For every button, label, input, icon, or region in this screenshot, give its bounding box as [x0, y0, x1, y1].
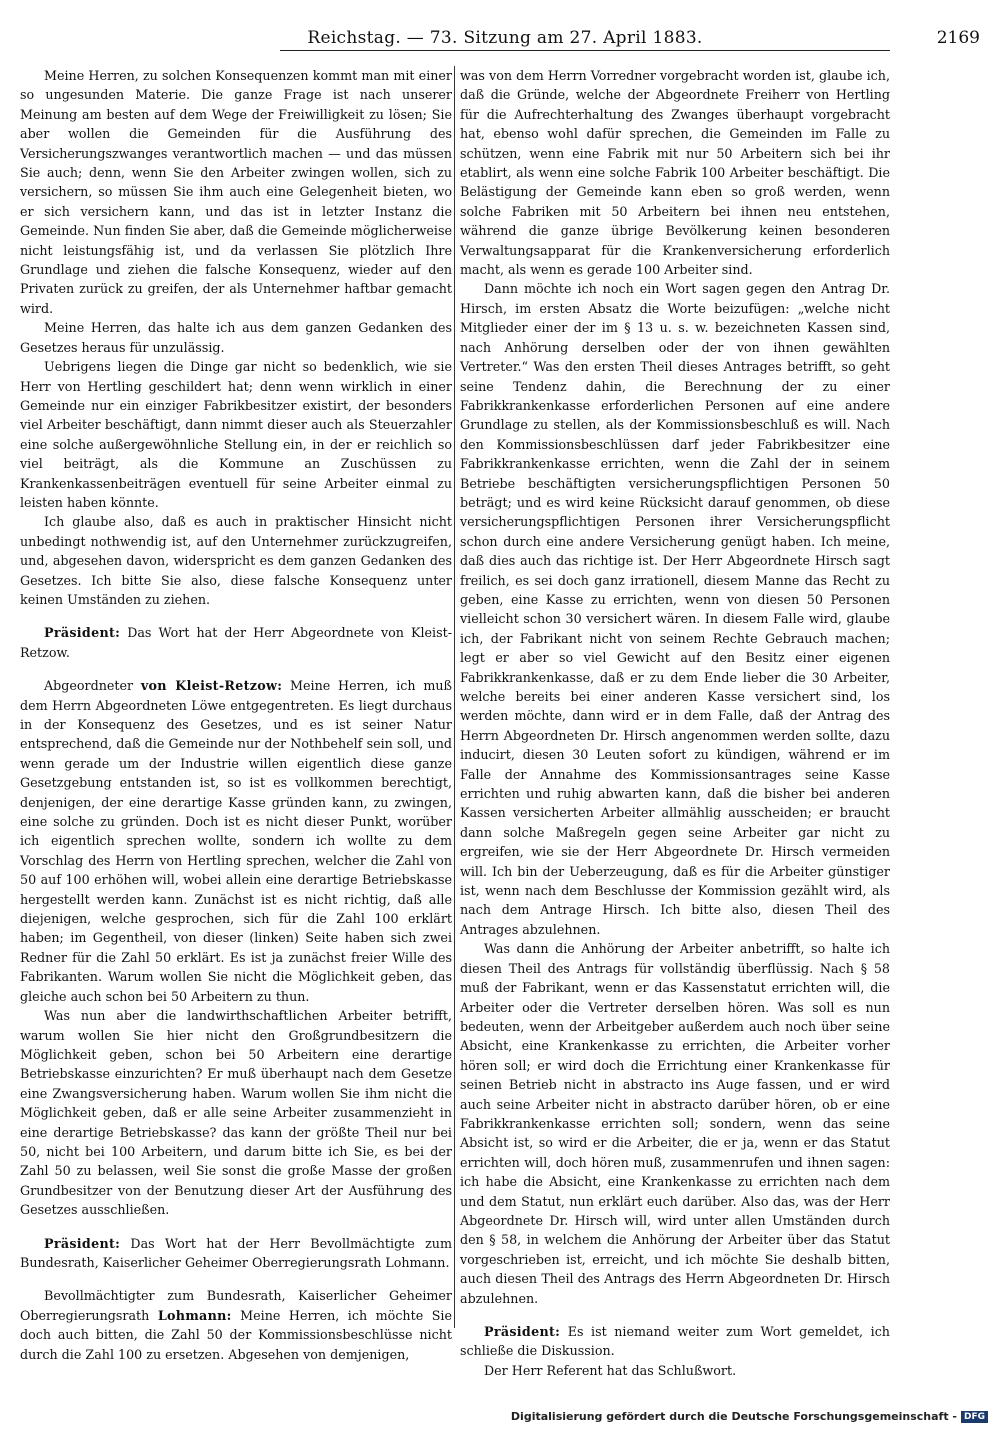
page-header [30, 28, 980, 54]
speech-text: Das Wort hat der Herr Abgeordnete von Kleist-Retzow. [20, 625, 452, 660]
paragraph: Der Herr Referent hat das Schlußwort. [484, 1362, 737, 1378]
speech-text: Meine Herren, ich muß dem Herrn Abgeordneten Löwe entgegentreten. Es liegt durchaus in der Konsequenz des Gesetzes, und es ist seiner Natur entsprechend, daß die Gemeinde nur der Nothbehelf sein soll, und wenn gerade um der Industrie willen eigentlich diese ganze Gesetzgebung entstanden ist, so ist es vollkommen berechtigt, denjenigen, der eine derartige Kasse gründen kann, zu zwingen, eine solche zu gründen. Doch ist es nicht dieser Punkt, worüber ich eigentlich sprechen wollte, sondern ich wollte zu dem Vorschlag des Herrn von Hertling sprechen, welcher die Zahl von 50 auf 100 erhöhen will, wobei allein eine derartige Betriebskasse hergestellt werden kann. Zunächst ist es nicht richtig, daß alle diejenigen, welche gesprochen, sich für die Zahl 100 erklärt haben; im Gegentheil, von dieser (linken) Seite haben sich zwei Redner für die Zahl 50 erklärt. Es ist ja zunächst freier Wille des Fabrikanten. Warum wollen Sie nicht die Möglichkeit geben, das gleiche auch schon bei 50 Arbeitern zu thun. [20, 678, 452, 1004]
right-column [460, 66, 890, 1380]
speech-president [20, 623, 452, 662]
speech-text: Meine Herren, ich möchte Sie doch auch bitten, die Zahl 50 der Kommissionsbeschlüsse nicht durch die Zahl 100 zu ersetzen. Abgesehen von demjenigen, [20, 1307, 452, 1362]
dfg-logo: DFG [961, 1411, 988, 1423]
speaker-title: Abgeordneter [44, 678, 134, 694]
paragraph: Was dann die Anhörung der Arbeiter anbetrifft, so halte ich diesen Theil des Antrags für vollständig überflüssig. Nach § 58 muß der Fabrikant, wenn er das Kassenstatut errichten will, die Arbeiter oder die Vertreter derselben hören. Was soll es nun bedeuten, wenn der Arbeitgeber außerdem auch noch über seine Absicht, eine Krankenkasse zu errichten, die Arbeiter vorher hören soll; er wird doch die Errichtung einer Krankenkasse für seinen Betrieb nicht in abstracto ins Auge fassen, und er wird auch seine Arbeiter nicht in abstracto darüber hören, ob er eine Fabrikkrankenkasse errichten soll; sondern, wenn das seine Absicht ist, so wird er die Arbeiter, die er ja, wenn er das Statut errichten will, doch hören muß, zusammenrufen und ihnen sagen: ich habe die Absicht, eine Krankenkasse zu errichten nach dem und dem Statut, nun erklärt euch darüber. Also das, was der Herr Abgeordnete Dr. Hirsch will, wird unter allen Umständen durch den § 58, in welchem die Anhörung der Arbeiter über das Statut vorgeschrieben ist, erreicht, und ich möchte Sie deshalb bitten, auch diesen Theil des Antrags des Herrn Abgeordneten Dr. Hirsch abzulehnen. [460, 941, 890, 1306]
column-divider [454, 66, 455, 1328]
paragraph: Meine Herren, zu solchen Konsequenzen kommt man mit einer so ungesunden Materie. Die ganze Frage ist nach unserer Meinung am besten auf dem Wege der Freiwilligkeit zu lösen; Sie aber wollen die Gemeinden für die Ausführung des Versicherungszwanges verantwortlich machen — und das müssen Sie auch; denn, wenn Sie den Arbeiter zwingen wollen, sich zu versichern, so müssen Sie ihm auch eine Gelegenheit bieten, wo er sich versichern kann, und das ist in letzter Instanz die Gemeinde. Nun finden Sie aber, daß die Gemeinde möglicherweise nicht leistungsfähig ist, und da verlassen Sie plötzlich Ihre Grundlage und ziehen die falsche Konsequenz, wieder auf den Privaten zurück zu greifen, der als Unternehmer haftbar gemacht wird. [20, 68, 452, 316]
speech-text: Es ist niemand weiter zum Wort gemeldet, ich schließe die Diskussion. [460, 1324, 890, 1359]
speaker-name: von Kleist-Retzow: [140, 678, 283, 694]
speaker-name: Präsident: [484, 1324, 561, 1339]
paragraph: Ich glaube also, daß es auch in praktischer Hinsicht nicht unbedingt nothwendig ist, auf den Unternehmer zurückzugreifen, und, abgesehen davon, widerspricht es dem ganzen Gedanken des Gesetzes. Ich bitte Sie also, diese falsche Konsequenz unter keinen Umständen zu ziehen. [20, 514, 452, 607]
paragraph: was von dem Herrn Vorredner vorgebracht worden ist, glaube ich, daß die Gründe, welche der Abgeordnete Freiherr von Hertling für die Aufrechterhaltung des Zwanges überhaupt vorgebracht hat, ebenso wohl dafür sprechen, die Gemeinden im Falle zu schützen, wenn eine Fabrik mit nur 50 Arbeitern sich bei ihr etablirt, als wenn eine solche Fabrik 100 Arbeiter beschäftigt. Die Belästigung der Gemeinde kann eben so groß werden, wenn solche Fabriken mit 50 Arbeitern bei ihnen neu entstehen, während die ganze übrige Bevölkerung keinen besonderen Verwaltungsapparat für die Krankenversicherung erforderlich macht, als wenn es gerade 100 Arbeiter sind. [460, 68, 890, 278]
page-number: 2169 [936, 28, 980, 48]
speech-lohmann [20, 1286, 452, 1364]
credit-text: Digitalisierung gefördert durch die Deutsche Forschungsgemeinschaft - [510, 1410, 957, 1423]
speaker-name: Lohmann: [157, 1307, 232, 1323]
speaker-name: Präsident: [44, 625, 121, 641]
speech-kleist-retzow [20, 676, 452, 1006]
paragraph: Was nun aber die landwirthschaftlichen Arbeiter betrifft, warum wollen Sie hier nicht den Großgrundbesitzern die Möglichkeit geben, schon bei 50 Arbeitern eine derartige Betriebskasse einzurichten? Er muß überhaupt nach dem Gesetze eine Zwangsversicherung haben. Warum wollen Sie ihm nicht die Möglichkeit geben, daß er alle seine Arbeiter zusammenzieht in eine derartige Betriebskasse? das kann der größte Theil nur bei 50, nicht bei 100 Arbeitern, und darum bitte ich Sie, es bei der Zahl 50 zu belassen, weil Sie sonst die große Masse der großen Grundbesitzer von der Benutzung dieser Art der Ausführung des Gesetzes ausschließen. [20, 1008, 452, 1218]
paragraph: Uebrigens liegen die Dinge gar nicht so bedenklich, wie sie Herr von Hertling geschildert hat; denn wenn wirklich in einer Gemeinde nur ein einziger Fabrikbesitzer existirt, der besonders viel Arbeiter beschäftigt, dann nimmt dieser auch als Steuerzahler eine solche außergewöhnliche Stellung ein, in der er reichlich so viel beiträgt, als die Kommune an Zuschüssen zu Krankenkassenbeiträgen eventuell für seine Arbeiter einmal zu leisten haben könnte. [20, 359, 452, 510]
digitization-credit [511, 1410, 988, 1423]
running-title: Reichstag. — 73. Sitzung am 27. April 1883. [307, 28, 703, 48]
speaker-name: Präsident: [44, 1235, 121, 1251]
paragraph: Meine Herren, das halte ich aus dem ganzen Gedanken des Gesetzes heraus für unzulässig. [20, 320, 452, 355]
paragraph: Dann möchte ich noch ein Wort sagen gegen den Antrag Dr. Hirsch, im ersten Absatz die Worte beizufügen: „welche nicht Mitglieder einer der im § 13 u. s. w. bezeichneten Kassen sind, nach Anhörung derselben oder der von ihnen gewählten Vertreter.“ Was den ersten Theil dieses Antrages betrifft, so geht seine Tendenz dahin, die Berechnung der zu einer Fabrikkrankenkasse erforderlichen Personen auf eine andere Grundlage zu stellen, als der Kommissionsbeschluß es will. Nach den Kommissionsbeschlüssen darf jeder Fabrikbesitzer eine Fabrikkrankenkasse errichten, wenn die Zahl der in seinem Betriebe beschäftigten versicherungspflichtigen Personen 50 beträgt; und es wird keine Rücksicht darauf genommen, ob diese versicherungspflichtigen Personen ihrer Versicherungspflicht schon durch eine andere Versicherung genügt haben. Ich meine, daß dies auch das richtige ist. Der Herr Abgeordnete Hirsch sagt freilich, es sei doch ganz irrationell, diesem Manne das Recht zu geben, eine Kasse zu errichten, wenn von diesen 50 Personen vielleicht schon 30 versichert wären. In diesem Falle wird, glaube ich, der Fabrikant nicht von seinem Rechte Gebrauch machen; legt er aber so viel Gewicht auf den Besitz einer eigenen Fabrikkrankenkasse, daß er zu dem Ende lieber die 30 Arbeiter, welche bereits bei einer anderen Kasse versichert sind, los werden möchte, dann wird er in dem Falle, daß der Antrag des Herrn Abgeordneten Dr. Hirsch angenommen werden sollte, dazu inducirt, diesen 30 Leuten sofort zu kündigen, während er im Falle der Annahme des Kommissionsantrages seine Kasse errichten und ruhig abwarten kann, daß die bisher bei anderen Kassen versicherten Arbeiter allmählig ausscheiden; er braucht dann solche Maßregeln gegen seine Arbeiter gar nicht zu ergreifen, wie sie der Herr Abgeordnete Dr. Hirsch vermeiden will. Ich bin der Ueberzeugung, daß es für die Arbeiter günstiger ist, wenn nach dem Beschlusse der Kommission gezählt wird, als nach dem Antrage Hirsch. Ich bitte also, diesen Theil des Antrages abzulehnen. [460, 281, 890, 937]
left-column [20, 66, 452, 1364]
speech-text: Das Wort hat der Herr Bevollmächtigte zum Bundesrath, Kaiserlicher Geheimer Oberregierungsrath Lohmann. [20, 1235, 452, 1270]
header-rule [280, 50, 890, 51]
speech-president [20, 1234, 452, 1273]
speech-president [460, 1322, 890, 1361]
speaker-title: Bevollmächtigter zum Bundesrath, Kaiserlicher Geheimer Oberregierungsrath [20, 1288, 452, 1323]
